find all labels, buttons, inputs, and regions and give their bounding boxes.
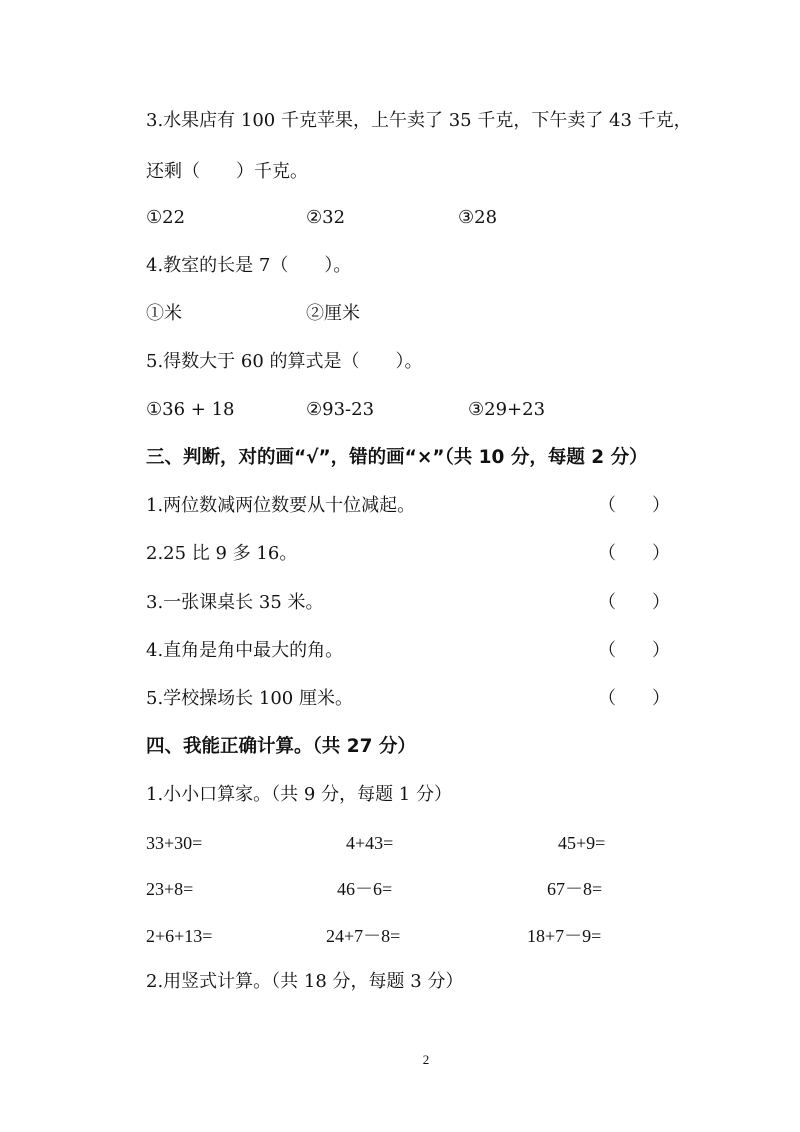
judge-answer-blank-1[interactable]: （ ） <box>598 495 670 516</box>
section-4-part-2-title: 2.用竖式计算。（共 18 分，每题 3 分） <box>146 971 464 992</box>
question-3-line-1: 3.水果店有 100 千克苹果，上午卖了 35 千克，下午卖了 43 千克， <box>146 110 692 131</box>
calc-1-2: 4+43= <box>346 833 394 853</box>
question-4-line-1: 4.教室的长是 7（ ）。 <box>146 255 352 276</box>
question-3-option-1: ①22 <box>146 207 186 228</box>
calc-3-2: 24+7－8= <box>326 926 401 946</box>
section-4-part-1-title: 1.小小口算家。（共 9 分，每题 1 分） <box>146 784 452 805</box>
section-4-heading: 四、我能正确计算。（共 27 分） <box>146 736 416 757</box>
page-number: 2 <box>422 1052 430 1067</box>
question-4-option-2: ②厘米 <box>306 303 360 324</box>
calc-3-1: 2+6+13= <box>146 926 213 946</box>
question-4-option-1: ①米 <box>146 303 182 324</box>
judge-answer-blank-2[interactable]: （ ） <box>598 543 670 564</box>
calc-2-3: 67－8= <box>547 879 603 899</box>
question-3-option-2: ②32 <box>306 207 346 228</box>
question-3-option-3: ③28 <box>458 207 498 228</box>
judge-item-4: 4.直角是角中最大的角。 <box>146 640 344 661</box>
calc-1-3: 45+9= <box>558 833 606 853</box>
question-5-option-2: ②93-23 <box>306 399 375 420</box>
question-5-option-1: ①36 + 18 <box>146 399 235 420</box>
calc-1-1: 33+30= <box>146 833 203 853</box>
calc-2-2: 46－6= <box>337 879 393 899</box>
judge-answer-blank-4[interactable]: （ ） <box>598 640 670 661</box>
calc-2-1: 23+8= <box>146 879 194 899</box>
question-3-line-2: 还剩（ ）千克。 <box>146 161 308 182</box>
calc-3-3: 18+7－9= <box>527 926 602 946</box>
question-5-option-3: ③29+23 <box>468 399 546 420</box>
judge-item-1: 1.两位数减两位数要从十位减起。 <box>146 495 416 516</box>
judge-item-3: 3.一张课桌长 35 米。 <box>146 592 324 613</box>
judge-item-5: 5.学校操场长 100 厘米。 <box>146 688 353 709</box>
judge-item-2: 2.25 比 9 多 16。 <box>146 543 298 564</box>
judge-answer-blank-5[interactable]: （ ） <box>598 688 670 709</box>
question-5-line-1: 5.得数大于 60 的算式是（ ）。 <box>146 351 423 372</box>
judge-answer-blank-3[interactable]: （ ） <box>598 592 670 613</box>
section-3-heading: 三、判断，对的画“√”，错的画“×”（共 10 分，每题 2 分） <box>146 447 648 468</box>
